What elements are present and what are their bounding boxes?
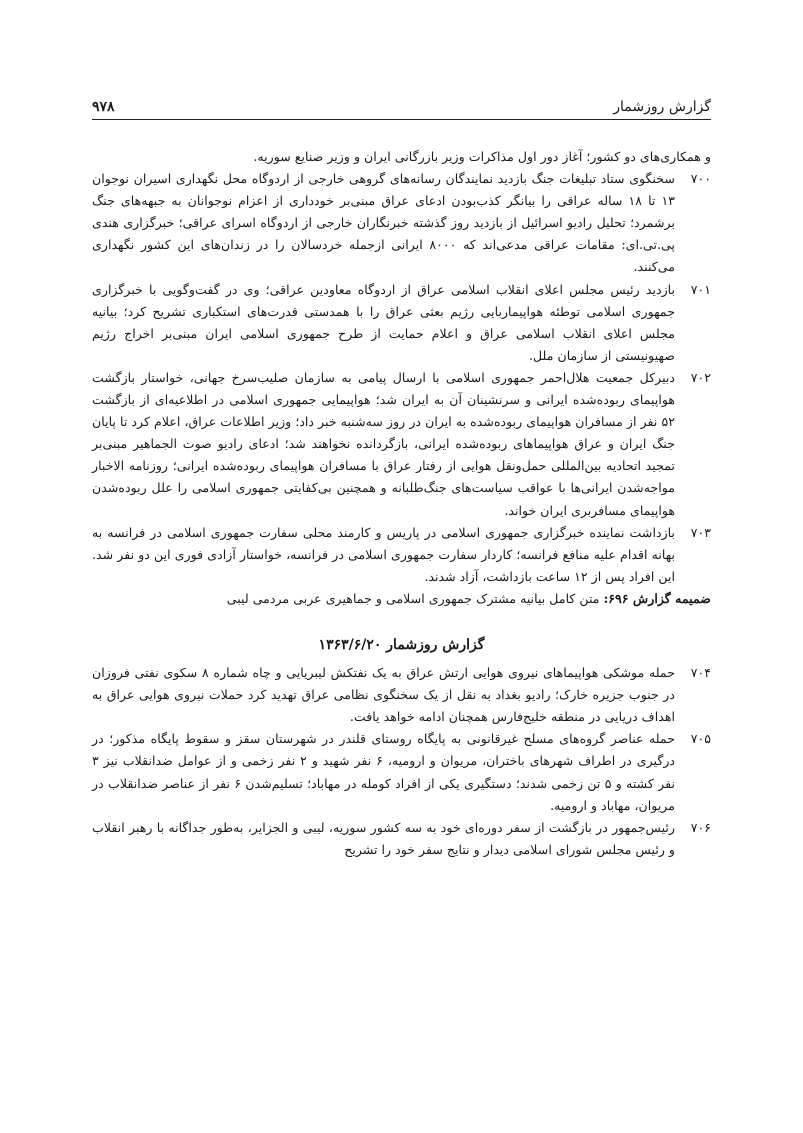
- entry-number: ۷۰۰: [690, 171, 711, 187]
- page-header: [92, 95, 711, 119]
- page-number: ۹۷۸: [92, 99, 115, 115]
- entries-section-2: [92, 662, 711, 861]
- entry-text: بازداشت نماینده خبرگزاری جمهوری اسلامی در پاریس و کارمند محلی سفارت جمهوری اسلامی در فرانسه به بهانه اقدام علیه منافع فرانسه؛ کاردار سفارت جمهوری اسلامی در فرانسه، خواستار آزادی فوری این دو نفر شد. این افراد پس از ۱۲ ساعت بازداشت، آزاد شدند.: [92, 524, 675, 584]
- page-body: [92, 146, 711, 861]
- entry-text: بازدید رئیس مجلس اعلای انقلاب اسلامی عراق از اردوگاه معاودین عراقی؛ وی در گفت‌وگویی با خبرگزاری جمهوری اسلامی توطئه هواپیماربایی رژیم بعثی عراق را با همدستی قدرت‌های استکباری تشریح کرد؛ بیانیه مجلس اعلای انقلاب اسلامی عراق و اعلام حمایت از طرح جمهوری اسلامی ایران مبنی‌بر اخراج رژیم صهیونیستی از سازمان ملل.: [92, 281, 675, 363]
- report-entry: [92, 279, 711, 367]
- entry-text: حمله موشکی هواپیماهای نیروی هوایی ارتش عراق به یک نفتکش لیبریایی و چاه شماره ۸ سکوی نفتی فروزان در جنوب جزیره خارک؛ رادیو بغداد به نقل از یک سخنگوی نظامی عراق تهدید کرد حملات نیروی هوایی عراق به اهداف دریایی در منطقه خلیج‌فارس همچنان ادامه خواهد یافت.: [92, 665, 675, 725]
- report-title: گزارش روزشمار ۱۳۶۳/۶/۲۰: [318, 636, 485, 653]
- header-rule: [92, 119, 711, 120]
- entry-number: ۷۰۶: [690, 819, 711, 835]
- report-entry: [92, 367, 711, 522]
- entry-text: رئیس‌جمهور در بازگشت از سفر دوره‌ای خود به سه کشور سوریه، لیبی و الجزایر، به‌طور جداگانه با رهبر انقلاب و رئیس مجلس شورای اسلامی دیدار و نتایج سفر خود را تشریح: [92, 819, 675, 857]
- entry-text: دبیرکل جمعیت هلال‌احمر جمهوری اسلامی با ارسال پیامی به سازمان صلیب‌سرخ جهانی، خواستار بازگشت هواپیمای ربوده‌شده ایرانی و سرنشینان آن به ایران شد؛ هواپیمایی جمهوری اسلامی در اطلاعیه‌ای از بازگشت ۵۲ نفر از مسافران هواپیمای ربوده‌شده به ایران در روز سه‌شنبه خبر داد؛ وزیر اطلاعات عراق، اعلام کرد تا پایان جنگ ایران و عراق هواپیماهای ربوده‌شده ایرانی، بازگردانده نخواهند شد؛ ادعای رادیو صوت الجماهیر مبنی‌بر تمجید اتحادیه بین‌المللی حمل‌ونقل هوایی از رفتار عراق با مسافران هواپیمای ربوده‌شده ایرانی؛ روزنامه الاخبار مواجه‌شدن ایرانی‌ها با عواقب سیاست‌های جنگ‌طلبانه و همچنین بی‌کفایتی جمهوری اسلامی را علل ربوده‌شدن هواپیمای مسافربری ایران خواند.: [92, 369, 675, 518]
- entry-number: ۷۰۱: [690, 281, 711, 297]
- intro-line: و همکاری‌های دو کشور؛ آغاز دور اول مذاکرات وزیر بازرگانی ایران و وزیر صنایع سوریه.: [253, 149, 711, 164]
- report-entry: [92, 728, 711, 816]
- report-entry: [92, 522, 711, 588]
- annex-note: [92, 588, 711, 610]
- entry-number: ۷۰۴: [690, 665, 711, 681]
- entry-text: سخنگوی ستاد تبلیغات جنگ بازدید نمایندگان رسانه‌های گروهی خارجی از اردوگاه محل نگهداری اسیران نوجوان ۱۳ تا ۱۸ ساله عراقی را بیانگر کذب‌بودن ادعای عراق مبنی‌بر خودداری از اعزام نوجوانان به جبهه‌های جنگ برشمرد؛ تحلیل رادیو اسرائیل از بازدید روز گذشته خبرنگاران خارجی از اردوگاه اسرای عراقی؛ خبرگزاری هندی پی.تی.ای: مقامات عراقی مدعی‌اند که ۸۰۰۰ ایرانی ازجمله خردسالان را در زندان‌های این کشور نگهداری می‌کنند.: [92, 171, 675, 275]
- running-title: گزارش روزشمار: [613, 99, 711, 115]
- entry-number: ۷۰۵: [690, 731, 711, 747]
- report-entry: [92, 817, 711, 861]
- entry-text: حمله عناصر گروه‌های مسلح غیرقانونی به پایگاه روستای قلندر در شهرستان سقز و سقوط پایگاه مذکور؛ در درگیری در اطراف شهرهای باختران، مریوان و ارومیه، ۶ نفر شهید و ۲ نفر زخمی و از عوامل ضدانقلاب نیز ۳ نفر کشته و ۵ تن زخمی شدند؛ دستگیری یکی از افراد کومله در مهاباد؛ تسلیم‌شدن ۶ نفر از عناصر ضدانقلاب در مریوان، مهاباد و ارومیه.: [92, 731, 676, 813]
- annex-text: متن کامل بیانیه مشترک جمهوری اسلامی و جماهیری عربی مردمی لیبی: [226, 590, 600, 606]
- report-entry: [92, 168, 711, 278]
- entries-section-1: [92, 168, 711, 588]
- annex-label: ضمیمه گزارش ۶۹۶:: [603, 590, 711, 606]
- entry-number: ۷۰۲: [690, 369, 711, 385]
- report-entry: [92, 662, 711, 728]
- entry-number: ۷۰۳: [690, 524, 711, 540]
